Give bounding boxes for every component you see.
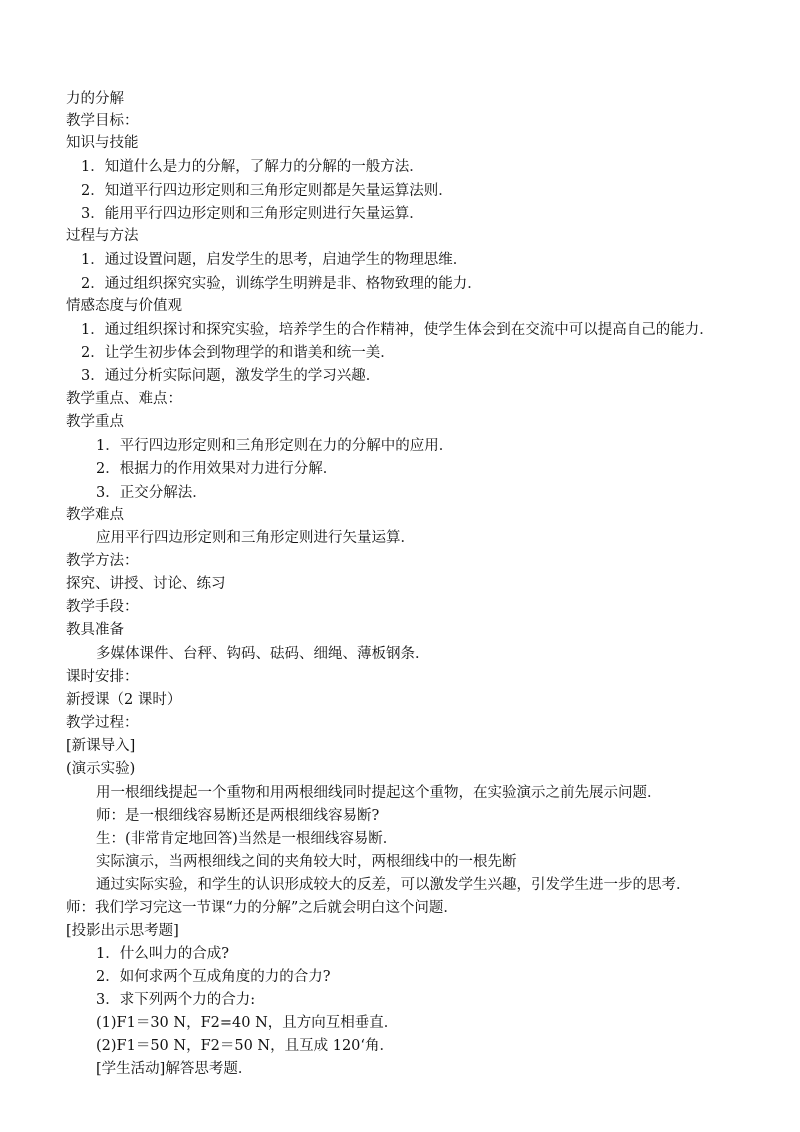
attitude-item: 1．通过组织探讨和探究实验，培养学生的合作精神，使学生体会到在交流中可以提高自己的能力． (81, 322, 714, 338)
process-item: 1．通过设置问题，启发学生的思考，启迪学生的物理思维． (81, 252, 468, 268)
means-heading: 教学手段： (66, 599, 139, 615)
projection-heading: [投影出示思考题] (66, 923, 179, 939)
demo-line: 实际演示，当两根细线之间的夹角较大时，两根细线中的一根先断 (96, 854, 517, 870)
attitude-item: 2．让学生初步体会到物理学的和谐美和统一美． (81, 345, 395, 361)
keypoints-heading: 教学重点、难点： (66, 391, 182, 407)
demo-line: 生：(非常肯定地回答)当然是一根细线容易断． (96, 831, 398, 847)
tools-heading: 教具准备 (66, 622, 124, 638)
key-item: 3．正交分解法． (96, 485, 207, 501)
intro-heading: [新课导入] (66, 738, 136, 754)
knowledge-item: 3．能用平行四边形定则和三角形定则进行矢量运算． (81, 206, 424, 222)
process-section-heading: 教学过程： (66, 715, 139, 731)
teacher-line: 师：我们学习完这一节课“力的分解”之后就会明白这个问题． (66, 900, 458, 916)
demo-line: 用一根细线提起一个重物和用两根细线同时提起这个重物，在实验演示之前先展示问题． (96, 785, 662, 801)
knowledge-heading: 知识与技能 (66, 135, 139, 151)
key-heading: 教学重点 (66, 414, 124, 430)
demo-line: 通过实际实验，和学生的认识形成较大的反差，可以激发学生兴趣，引发学生进一步的思考． (96, 877, 691, 893)
tools-text: 多媒体课件、台秤、钩码、砝码、细绳、薄板钢条． (96, 646, 430, 662)
schedule-text: 新授课（2 课时） (66, 692, 182, 708)
question-item: 1．什么叫力的合成? (96, 946, 229, 962)
key-item: 2．根据力的作用效果对力进行分解． (96, 461, 338, 477)
goals-heading: 教学目标： (66, 113, 139, 129)
question-item: (1)F1＝30 N，F2=40 N，且方向互相垂直． (96, 1015, 399, 1031)
question-item: 2．如何求两个互成角度的力的合力? (96, 969, 331, 985)
demo-heading: (演示实验) (66, 761, 136, 777)
doc-title: 力的分解 (66, 91, 124, 107)
question-item: (2)F1＝50 N，F2＝50 N，且互成 120‘角． (96, 1038, 394, 1054)
activity-line: [学生活动]解答思考题． (96, 1061, 253, 1077)
question-item: 3．求下列两个力的合力: (96, 992, 256, 1008)
method-text: 探究、讲授、讨论、练习 (66, 576, 226, 592)
schedule-heading: 课时安排： (66, 669, 139, 685)
attitude-heading: 情感态度与价值观 (66, 298, 182, 314)
knowledge-item: 1．知道什么是力的分解，了解力的分解的一般方法． (81, 159, 424, 175)
method-heading: 教学方法： (66, 553, 139, 569)
process-heading: 过程与方法 (66, 228, 139, 244)
difficult-heading: 教学难点 (66, 507, 124, 523)
attitude-item: 3．通过分析实际问题，激发学生的学习兴趣． (81, 368, 381, 384)
key-item: 1．平行四边形定则和三角形定则在力的分解中的应用． (96, 438, 454, 454)
difficult-text: 应用平行四边形定则和三角形定则进行矢量运算． (96, 530, 415, 546)
process-item: 2．通过组织探究实验，训练学生明辨是非、格物致理的能力． (81, 276, 482, 292)
knowledge-item: 2．知道平行四边形定则和三角形定则都是矢量运算法则． (81, 183, 453, 199)
demo-line: 师：是一根细线容易断还是两根细线容易断? (96, 808, 380, 824)
